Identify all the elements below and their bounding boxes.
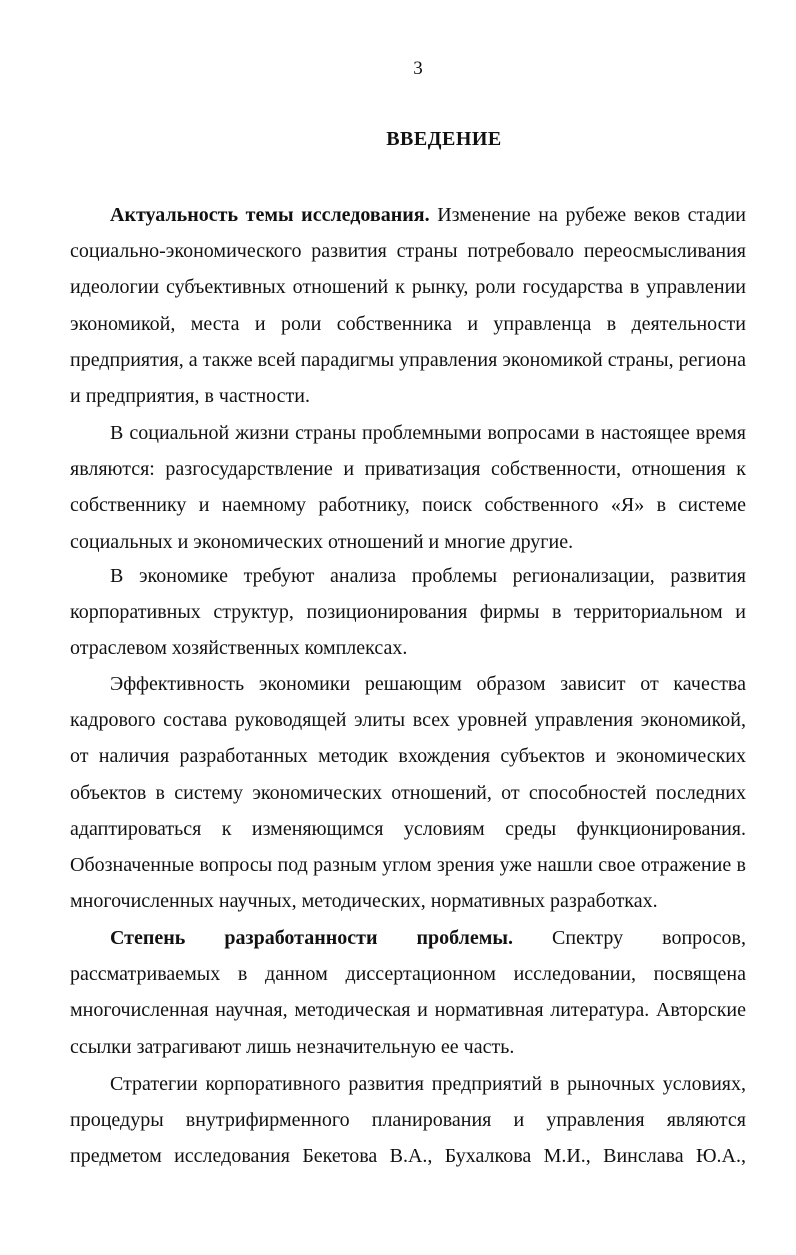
paragraph-body: Спектру вопросов, рассматриваемых в данном диссертационном исследовании, посвящена многочисленная научная, методическая и нормативная литература. Авторские ссылки затрагивают лишь незначительную ее часть. (70, 927, 746, 1058)
paragraph-text: Эффективность экономики решающим образом зависит от качества кадрового состава руководящей элиты всех уровней управления экономикой, от наличия разработанных методик вхождения субъектов и экономических объектов в систему экономических отношений, от способностей последних адаптироваться к изменяющимся условиям среды функционирования. Обозначенные вопросы под разным углом зрения уже нашли свое отражение в многочисленных научных, методических, нормативных разработках. (70, 673, 746, 913)
paragraph-efficiency (70, 666, 746, 919)
paragraph-degree-of-development (70, 920, 746, 1065)
paragraph-lead: Степень разработанности проблемы. (110, 927, 514, 949)
paragraph-text (70, 197, 746, 414)
paragraph-body: Изменение на рубеже веков стадии социально-экономического развития страны потребовало переосмысливания идеологии субъективных отношений к рынку, роли государства в управлении экономикой, места и роли собственника и управленца в деятельности предприятия, а также всей парадигмы управления экономикой страны, региона и предприятия, в частности. (70, 204, 747, 408)
paragraph-text: В экономике требуют анализа проблемы регионализации, развития корпоративных структур, позиционирования фирмы в территориальном и отраслевом хозяйственных комплексах. (70, 565, 746, 660)
paragraph-text: Стратегии корпоративного развития предприятий в рыночных условиях, процедуры внутрифирменного планирования и управления являются предметом исследования Бекетова В.А., Бухалкова М.И., Винслава Ю.А., (70, 1073, 746, 1168)
paragraph-strategies (70, 1066, 746, 1175)
section-title: ВВЕДЕНИЕ (386, 128, 502, 150)
paragraph-social-life (70, 415, 746, 560)
paragraph-economy (70, 558, 746, 667)
paragraph-text: В социальной жизни страны проблемными вопросами в настоящее время являются: разгосударствление и приватизация собственности, отношения к собственнику и наемному работнику, поиск собственного «Я» в системе социальных и экономических отношений и многие другие. (70, 422, 746, 553)
paragraph-lead: Актуальность темы исследования. (110, 204, 430, 226)
paragraph-text (70, 920, 746, 1065)
paragraph-relevance (70, 197, 746, 414)
page-number: 3 (413, 58, 423, 79)
